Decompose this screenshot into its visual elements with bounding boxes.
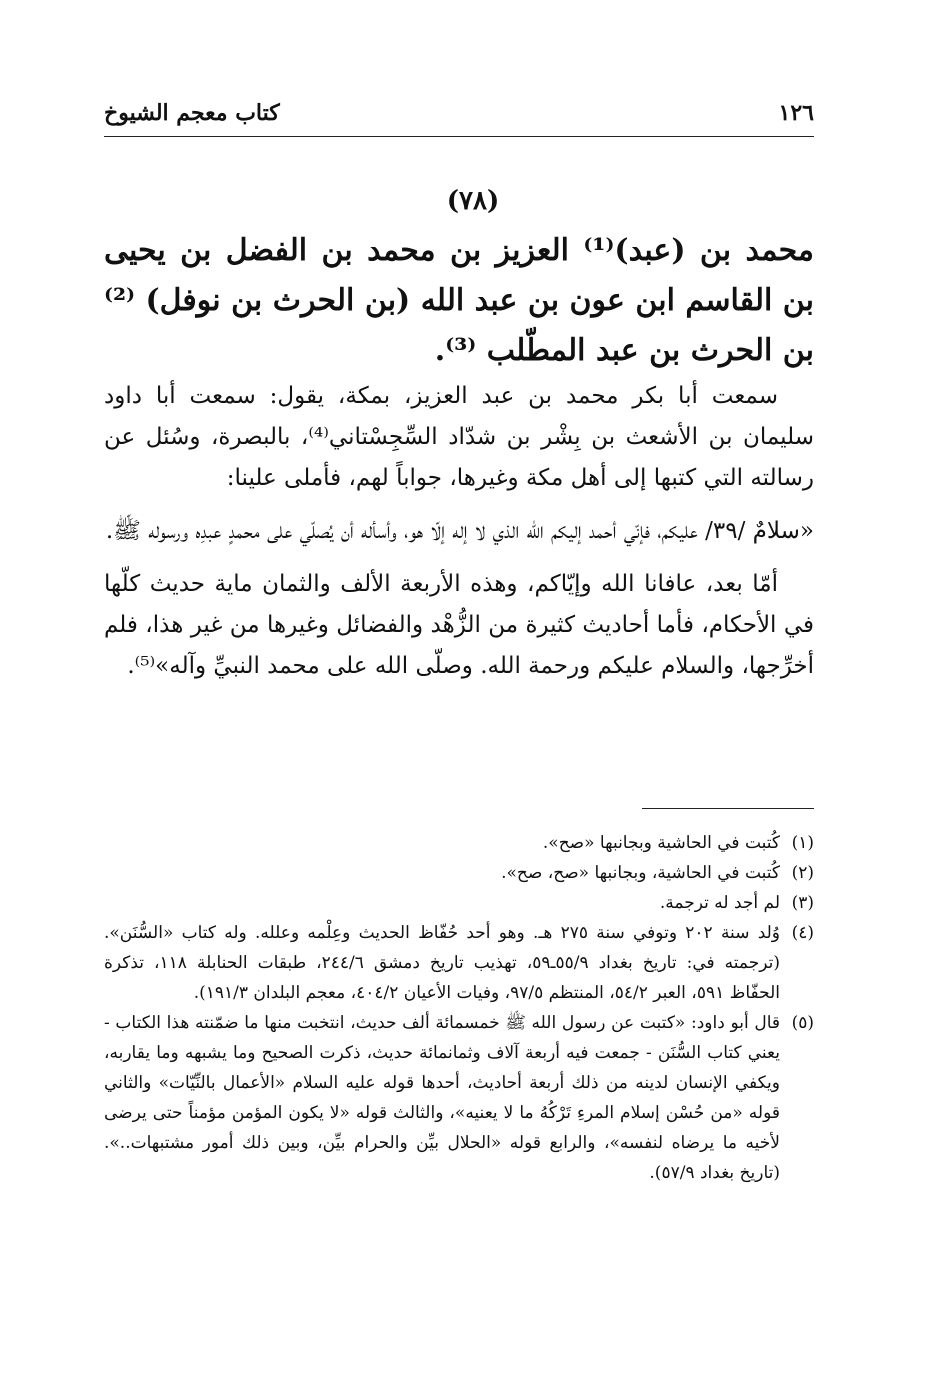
page-number: ١٢٦ (778, 100, 814, 126)
footnote-text: لم أجد له ترجمة. (659, 893, 780, 913)
footnote-marker: (٤) (791, 923, 814, 943)
footnote-marker: (٥) (791, 1013, 814, 1033)
paragraph: سمعت أبا بكر محمد بن عبد العزيز، بمكة، يقول: سمعت أبا داود سليمان بن الأشعث بن بِشْر بن شدّاد السِّجِسْتاني⁽⁴⁾، بالبصرة، وسُئل عن رسالته التي كتبها إلى أهل مكة وغيرها، جواباً لهم، فأملى علينا: (104, 383, 814, 491)
footnote-text: كُتبت في الحاشية، وبجانبها «صح، صح». (501, 863, 780, 883)
footnote (104, 828, 814, 858)
footnote (104, 1008, 814, 1188)
footnote-text: كُتبت في الحاشية وبجانبها «صح». (542, 833, 780, 853)
header-rule (104, 136, 814, 137)
entry-number: (٧٨) (446, 186, 500, 216)
main-text (104, 376, 814, 699)
paragraph: «سلامٌ /٣٩/ عليكم، فإنّي أحمد إليكم الله الذي لا إله إلّا هو، وأسأله أن يُصلّي على محمدٍ عبدِه ورسوله ﷺ. (105, 518, 814, 544)
footnote (104, 888, 814, 918)
footnote-marker: (٣) (791, 893, 814, 913)
footnote-marker: (١) (791, 833, 814, 853)
footnotes (104, 828, 814, 1188)
footnote-separator (642, 808, 814, 809)
paragraph: أمّا بعد، عافانا الله وإيّاكم، وهذه الأربعة الألف والثمان ماية حديث كلّها في الأحكام، فأما أحاديث كثيرة من الزُّهْد والفضائل وغيرها من غير هذا، فلم أخرِّجها، والسلام عليكم ورحمة الله. وصلّى الله على محمد النبيِّ وآله»⁽⁵⁾. (104, 571, 814, 679)
footnote (104, 918, 814, 1008)
footnote-text: وُلد سنة ٢٠٢ وتوفي سنة ٢٧٥ هـ. وهو أحد حُفّاظ الحديث وعِلْمه وعلله. وله كتاب «السُّنَن». (ترجمته في: تاريخ بغداد ٥٥/٩ـ٥٩، تهذيب تاريخ دمشق ٢٤٤/٦، طبقات الحنابلة ١١٨، تذكرة الحفّاظ ٥٩١، العبر ٥٤/٢، المنتظم ٩٧/٥، وفيات الأعيان ٤٠٤/٢، معجم البلدان ١٩١/٣). (104, 923, 781, 1003)
page-header (104, 100, 814, 132)
entry-heading: محمد بن (عبد)⁽¹⁾ العزيز بن محمد بن الفضل بن يحيى بن القاسم ابن عون بن عبد الله (بن الحرث بن نوفل) ⁽²⁾ بن الحرث بن عبد المطّلب ⁽³⁾. (104, 233, 815, 368)
footnote-text: قال أبو داود: «كتبت عن رسول الله ﷺ خمسمائة ألف حديث، انتخبت منها ما ضمّنته هذا الكتاب - يعني كتاب السُّنَن - جمعت فيه أربعة آلاف وثمانمائة حديث، ذكرت الصحيح وما يشبهه وما يقاربه، ويكفي الإنسان لدينه من ذلك أربعة أحاديث، أحدها قوله عليه السلام «الأعمال بالنِّيّات» والثاني قوله «من حُسْن إسلام المرءِ تَرْكُهُ ما لا يعنيه»، والثالث قوله «لا يكون المؤمن مؤمناً حتى يرضى لأخيه ما يرضاه لنفسه»، والرابع قوله «الحلال بيِّن والحرام بيِّن، وبين ذلك أمور مشتبهات..». (تاريخ بغداد ٥٧/٩). (104, 1013, 780, 1183)
footnote (104, 858, 814, 888)
running-title: كتاب معجم الشيوخ (104, 100, 280, 126)
footnote-marker: (٢) (791, 863, 814, 883)
